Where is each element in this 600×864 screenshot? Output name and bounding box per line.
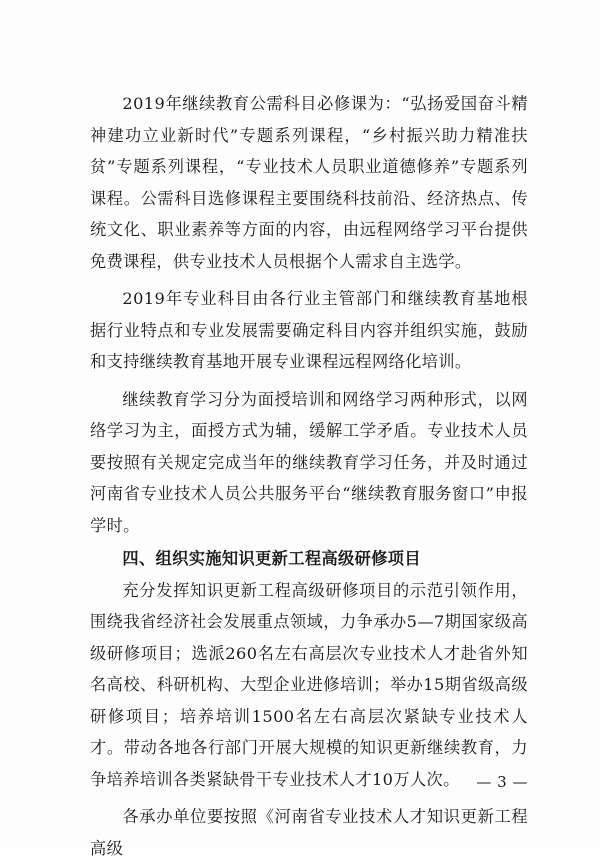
paragraph-public-courses: 2019年继续教育公需科目必修课为：“弘扬爱国奋斗精神建功立业新时代”专题系列课程，“乡村振兴助力精准扶贫”专题系列课程，“专业技术人员职业道德修养”专题系列课程。公需科目选修课程主要围绕科技前沿、经济热点、传统文化、职业素养等方面的内容，由远程网络学习平台提供免费课程，供专业技术人员根据个人需求自主选学。 [90,94,528,271]
paragraph-advanced-training: 充分发挥知识更新工程高级研修项目的示范引领作用，围绕我省经济社会发展重点领域，力争承办5—7期国家级高级研修项目；选派260名左右高层次专业技术人才赴省外知名高校、科研机构、大型企业进修培训；举办15期省级高级研修项目；培养培训1500名左右高层次紧缺专业技术人才。带动各地各行部门开展大规模的知识更新继续教育，力争培养培训各类紧缺骨干专业技术人才10万人次。 [90,580,528,789]
page-number: — 3 — [476,773,528,791]
paragraph-learning-forms: 继续教育学习分为面授培训和网络学习两种形式，以网络学习为主，面授方式为辅，缓解工学矛盾。专业技术人员要按照有关规定完成当年的继续教育学习任务，并及时通过河南省专业技术人员公共服务平台“继续教育服务窗口”申报学时。 [90,389,528,535]
document-body [90,88,528,864]
paragraph-organizers: 各承办单位要按照《河南省专业技术人才知识更新工程高级 [90,807,528,858]
section-heading-4: 四、组织实施知识更新工程高级研修项目 [122,549,421,568]
paragraph-professional-subjects: 2019年专业科目由各行业主管部门和继续教育基地根据行业特点和专业发展需要确定科目内容并组织实施，鼓励和支持继续教育基地开展专业课程远程网络化培训。 [90,289,528,371]
